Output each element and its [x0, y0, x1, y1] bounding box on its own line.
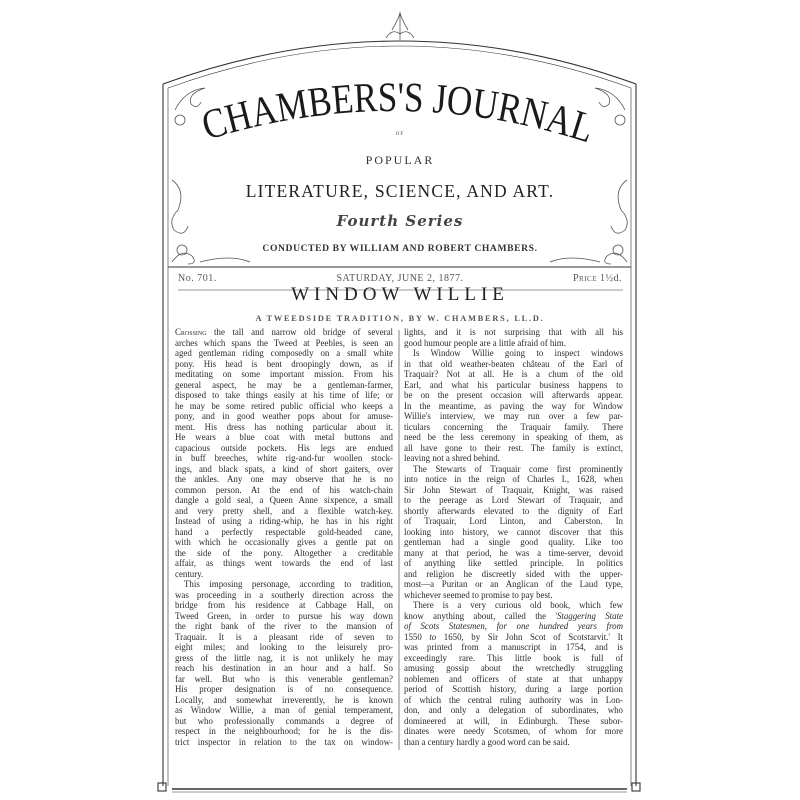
text-line: affair, as things went towards the end of last: [175, 558, 393, 568]
text-line: and very pretty shell, and a flexible watch-key.: [175, 505, 393, 516]
text-line: [404, 632, 623, 643]
article-subtitle: A TWEEDSIDE TRADITION, BY W. CHAMBERS, LL.D.: [255, 314, 545, 323]
price-value: 1½d.: [597, 273, 622, 284]
article-column-right: [404, 327, 623, 747]
text-line: with which he occasionally gives a gentle pat on: [175, 537, 393, 547]
text-line: [404, 611, 623, 622]
text-line: disposed to take things easily at his time of life; or: [175, 390, 393, 400]
text-line: Traquair. It is a pleasant ride of seven to: [175, 631, 393, 642]
text-line: amusing gossip about the wretchedly struggling: [404, 663, 623, 673]
text-line: His proper designation is of no consequence.: [175, 684, 393, 694]
text-line: ticulars concerning the Traquair family. There: [404, 421, 623, 432]
text-line: trict inspector in relation to the tax on window-: [175, 736, 393, 747]
article-title: WINDOW WILLIE: [291, 284, 509, 305]
text-segment: to: [429, 631, 437, 642]
text-line: This imposing personage, according to tradition,: [184, 579, 393, 589]
text-line: In the meantime, as paving the way for Window: [404, 400, 623, 411]
masthead-conducted: CONDUCTED BY WILLIAM AND ROBERT CHAMBERS.: [262, 243, 538, 254]
text-line: noblemen and officers of state at that unhappy: [404, 673, 623, 684]
text-line: bridge from his residence at Cabbage Hall, on: [175, 600, 393, 610]
text-line: Locally, and somewhat irreverently, he is known: [175, 694, 393, 705]
text-line: was printed from a manuscript in 1754, and is: [404, 642, 623, 652]
text-segment: Staggering State: [556, 610, 623, 621]
text-line: common person. At the end of his watch-chain: [175, 484, 393, 495]
text-line: all have gone to their rest. The family is extinct,: [404, 442, 623, 453]
text-line: in buff breeches, white rig-and-fur woollen stock-: [175, 453, 393, 463]
text-line: century.: [175, 568, 204, 579]
text-line: was proceeding in a southerly direction across the: [175, 589, 393, 600]
text-line: shortly afterwards elevated to the dignity of Earl: [404, 505, 623, 516]
text-line: need be the less ceremony in speaking of them, as: [404, 432, 623, 442]
text-segment: 1550: [404, 631, 430, 642]
text-line: exceedingly rare. This little book is full of: [404, 652, 623, 663]
text-line: general aspect, he may be a gentleman-farmer,: [175, 379, 393, 390]
text-line: of anything like settled principle. In politics: [404, 558, 623, 568]
text-line: the side of the pony. Altogether a creditable: [175, 547, 393, 558]
text-line: meditating on some important mission. From his: [175, 369, 393, 379]
text-line: capacious outside pockets. His legs are endued: [175, 442, 393, 453]
text-line: looking into history, we cannot discover that this: [404, 526, 623, 537]
text-line: as Window Willie, a man of genial temperament,: [175, 705, 393, 715]
text-line: to the peerage as Lord Stewart of Traquair, and: [404, 495, 623, 505]
article-column-left: [175, 327, 393, 747]
text-line: ings, and black spats, a kind of short gaiters, over: [175, 463, 393, 474]
text-line: but who professionally commands a degree of: [175, 715, 393, 726]
text-line: good humour people are a little afraid of him.: [404, 337, 566, 348]
text-line: and religion he discreetly sided with the upper-: [404, 568, 623, 579]
text-line: the right bank of the river to the mansion of: [175, 621, 393, 631]
text-line: Willie's interview, we may run over a few par-: [404, 411, 623, 421]
text-line: There is a very curious old book, which few: [413, 600, 623, 610]
text-line: hand a perfectly respectable gold-headed cane,: [175, 526, 393, 537]
text-line: [175, 327, 393, 338]
journal-title-text: CHAMBERS'S JOURNAL: [196, 74, 604, 154]
text-line: most—a Puritan or an Anglican of the Laud type,: [404, 579, 623, 589]
text-line: lights, and it is not surprising that with all his: [404, 327, 623, 337]
text-line: gentleman had a single good quality. Like too: [404, 537, 623, 547]
text-line: dinates were needy Scotsmen, of whom for more: [404, 726, 623, 736]
text-segment: 1650, by Sir John Scot of Scotstarvit.' It: [436, 631, 623, 642]
text-line: whichever seemed to promise to pay best.: [404, 589, 553, 600]
text-line: The Stewarts of Traquair come first prominently: [413, 463, 623, 474]
text-segment: the tall and narrow old bridge of several: [206, 327, 393, 337]
text-line: dangle a gold seal, a Queen Anne sixpence, a small: [175, 495, 393, 505]
text-line: Earl, and what his particular business happens to: [404, 379, 623, 390]
masthead-series: Fourth Series: [336, 212, 464, 230]
text-line: eight miles; and looking to the leisurely pro-: [175, 642, 393, 652]
text-line: of Traquair, Lord Linton, and Caberston. In: [404, 516, 623, 526]
text-line: leaving not a shred behind.: [404, 453, 500, 463]
text-segment: of Scots Statesmen, for one hundred years from: [404, 621, 623, 631]
text-line: he may be some retired public official who keeps a: [175, 400, 393, 411]
text-line: don, and only a delegation of subordinates, who: [404, 705, 623, 715]
text-line: reach his destination in an hour and a half. So: [175, 663, 393, 673]
masthead-subjects: LITERATURE, SCIENCE, AND ART.: [245, 181, 555, 201]
text-line: Tweed Green, in order to pursue his way down: [175, 610, 393, 621]
text-line: the ankles. Any one may observe that he is no: [175, 474, 393, 484]
text-line: respect in the neighbourhood; for he is the dis-: [175, 726, 393, 736]
text-line: many at that period, he was a time-server, devoid: [404, 547, 623, 558]
text-line: arches which spans the Tweed at Peebles, is seen an: [175, 337, 393, 348]
text-line: pony, and in good weather pops about for amuse-: [175, 411, 393, 421]
text-line: ment. His dress has nothing particular about it.: [175, 421, 393, 432]
text-line: of which the central ruling authority was in Lon-: [404, 694, 623, 705]
text-line: Instead of using a riding-whip, he has in his right: [175, 516, 393, 526]
journal-title: [196, 74, 604, 154]
text-line: period of Scottish history, during a large portion: [404, 684, 623, 694]
issue-number: No. 701.: [178, 273, 217, 284]
issue-price: [573, 273, 622, 284]
text-line: far well. But who is this venerable gentleman?: [175, 673, 393, 684]
masthead-of: OF: [395, 132, 405, 137]
text-line: be on the present occasion will afterwards appear.: [404, 390, 623, 400]
text-line: Sir John Stewart of Traquair, Knight, was raised: [404, 484, 623, 495]
text-line: into notice in the reign of Charles I., 1628, when: [404, 474, 623, 484]
text-line: in that old weather-beaten château of the Earl of: [404, 358, 623, 369]
text-segment: know anything about, called the ': [404, 610, 557, 621]
masthead-popular: POPULAR: [365, 153, 435, 167]
price-label: Price: [572, 273, 597, 284]
text-line: Traquair? Not at all. He is a chum of the old: [404, 369, 623, 379]
issue-date: SATURDAY, JUNE 2, 1877.: [336, 273, 464, 284]
text-line: Is Window Willie going to inspect windows: [413, 348, 623, 358]
text-line: aged gentleman riding composedly on a small white: [175, 348, 393, 358]
text-line: pony. His head is bent droopingly down, as if: [175, 358, 393, 369]
text-segment: Crossing: [175, 327, 207, 337]
text-line: than a century hardly a good word can be said.: [404, 736, 570, 747]
text-line: domineered at will, in Edinburgh. These subor-: [404, 715, 623, 726]
text-line: gress of the little nag, it is not unlikely he may: [175, 652, 393, 663]
text-line: [404, 621, 623, 632]
text-line: He wears a blue coat with metal buttons and: [175, 432, 393, 442]
